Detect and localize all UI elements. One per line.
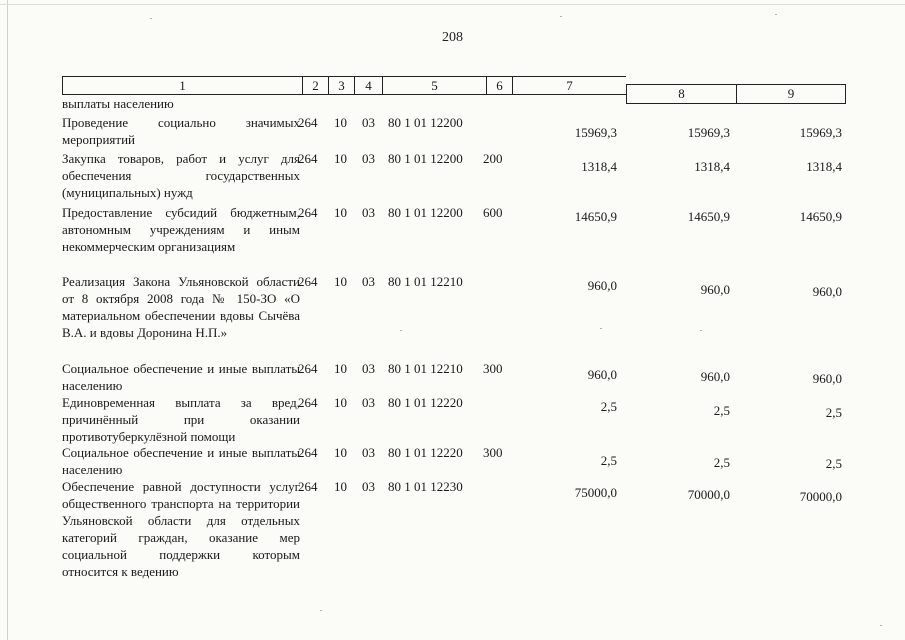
scan-speck (560, 16, 562, 17)
row-description: Социальное обеспечение и иные выплаты населению (62, 361, 300, 393)
cell-amount-9: 960,0 (812, 371, 842, 386)
header-col-3: 3 (328, 76, 354, 95)
cell-amount-7: 2,5 (600, 399, 617, 414)
cell-amount-8: 14650,9 (687, 209, 730, 224)
cell-expense-type: 300 (483, 361, 503, 376)
scan-speck (775, 14, 777, 15)
row-description: Проведение социально значимых мероприятий (62, 115, 300, 147)
cell-amount-8: 1318,4 (694, 159, 730, 174)
scan-speck (880, 625, 882, 626)
cell-ministry: 264 (298, 445, 318, 460)
scan-speck (320, 610, 322, 611)
cell-subsection: 03 (362, 151, 375, 166)
scan-edge-top (0, 4, 905, 5)
cell-subsection: 03 (362, 479, 375, 494)
row-description: Социальное обеспечение и иные выплаты населению (62, 445, 300, 477)
scan-edge (7, 0, 8, 640)
cell-subsection: 03 (362, 274, 375, 289)
cell-amount-9: 960,0 (812, 284, 842, 299)
cell-ministry: 264 (298, 115, 318, 130)
header-col-6: 6 (486, 76, 512, 95)
cell-target-article: 80 1 01 12210 (388, 361, 463, 376)
header-col-7: 7 (512, 76, 626, 95)
cell-subsection: 03 (362, 361, 375, 376)
cell-subsection: 03 (362, 445, 375, 460)
scan-speck (600, 328, 602, 329)
header-col-5: 5 (382, 76, 486, 95)
cell-amount-7: 960,0 (587, 367, 617, 382)
cell-ministry: 264 (298, 205, 318, 220)
cell-amount-7: 960,0 (587, 278, 617, 293)
cell-amount-9: 14650,9 (799, 209, 842, 224)
cell-amount-8: 960,0 (700, 282, 730, 297)
cell-amount-7: 15969,3 (574, 125, 617, 140)
cell-amount-7: 75000,0 (574, 485, 617, 500)
scan-speck (150, 18, 152, 19)
cell-amount-9: 2,5 (825, 456, 842, 471)
cell-amount-9: 70000,0 (799, 489, 842, 504)
cell-amount-8: 2,5 (713, 403, 730, 418)
cell-amount-8: 15969,3 (687, 125, 730, 140)
header-col-8: 8 (626, 84, 736, 104)
header-col-2: 2 (302, 76, 328, 95)
scan-speck (700, 330, 702, 331)
cell-ministry: 264 (298, 479, 318, 494)
cell-expense-type: 300 (483, 445, 503, 460)
cell-target-article: 80 1 01 12210 (388, 274, 463, 289)
cell-amount-9: 15969,3 (799, 125, 842, 140)
cell-target-article: 80 1 01 12200 (388, 151, 463, 166)
cell-expense-type: 200 (483, 151, 503, 166)
row-description: выплаты населению (62, 96, 174, 111)
row-description: Реализация Закона Ульяновской области от 8 октября 2008 года № 150-ЗО «О материальном обеспечении вдовы Сычёва В.А. и вдовы Доронина Н.П.» (62, 274, 300, 340)
cell-amount-7: 14650,9 (574, 209, 617, 224)
cell-expense-type: 600 (483, 205, 503, 220)
cell-amount-8: 960,0 (700, 369, 730, 384)
cell-amount-8: 70000,0 (687, 487, 730, 502)
cell-target-article: 80 1 01 12220 (388, 445, 463, 460)
cell-subsection: 03 (362, 205, 375, 220)
row-description: Обеспечение равной доступности услуг общественного транспорта на территории Ульяновской области для отдельных категорий граждан, оказание мер социальной поддержки которым относится к ведению (62, 479, 300, 579)
row-description: Единовременная выплата за вред, причинённый при оказании противотуберкулёзной помощи (62, 395, 300, 444)
cell-target-article: 80 1 01 12230 (388, 479, 463, 494)
cell-ministry: 264 (298, 361, 318, 376)
cell-amount-7: 2,5 (600, 453, 617, 468)
cell-amount-9: 2,5 (825, 405, 842, 420)
cell-section: 10 (334, 445, 347, 460)
cell-subsection: 03 (362, 115, 375, 130)
cell-section: 10 (334, 115, 347, 130)
header-col-4: 4 (354, 76, 382, 95)
cell-target-article: 80 1 01 12220 (388, 395, 463, 410)
cell-section: 10 (334, 274, 347, 289)
cell-target-article: 80 1 01 12200 (388, 115, 463, 130)
cell-ministry: 264 (298, 395, 318, 410)
header-col-9: 9 (736, 84, 846, 104)
cell-section: 10 (334, 361, 347, 376)
cell-amount-7: 1318,4 (581, 159, 617, 174)
cell-amount-8: 2,5 (713, 455, 730, 470)
cell-target-article: 80 1 01 12200 (388, 205, 463, 220)
cell-ministry: 264 (298, 151, 318, 166)
scan-speck (400, 330, 402, 331)
header-col-1: 1 (62, 76, 302, 95)
cell-ministry: 264 (298, 274, 318, 289)
cell-section: 10 (334, 151, 347, 166)
cell-section: 10 (334, 205, 347, 220)
cell-amount-9: 1318,4 (806, 159, 842, 174)
cell-subsection: 03 (362, 395, 375, 410)
cell-section: 10 (334, 479, 347, 494)
cell-section: 10 (334, 395, 347, 410)
page-number: 208 (442, 30, 463, 45)
row-description: Предоставление субсидий бюджетным, автономным учреждениям и иным некоммерческим организациям (62, 205, 300, 254)
row-description: Закупка товаров, работ и услуг для обеспечения государственных (муниципальных) нужд (62, 151, 300, 200)
